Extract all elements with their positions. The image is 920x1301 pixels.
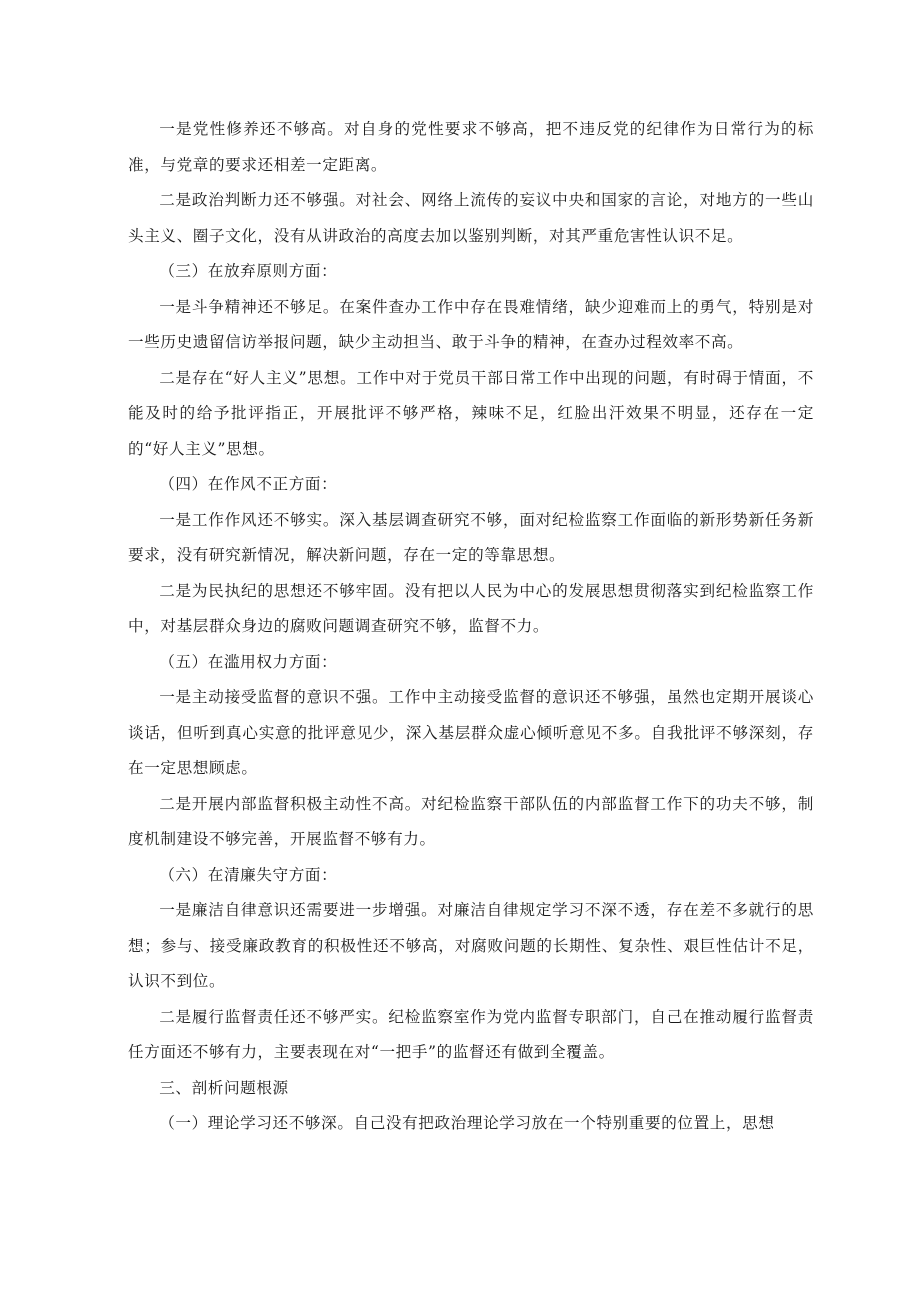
paragraph-work-style: 一是工作作风还不够实。深入基层调查研究不够，面对纪检监察工作面临的新形势新任务新要求，没有研究新情况，解决新问题，存在一定的等靠思想。 [128,510,814,564]
section-heading-root-causes: 三、剖析问题根源 [159,1078,289,1097]
paragraph-theory-study: （一）理论学习还不够深。自己没有把政治理论学习放在一个特别重要的位置上，思想 [159,1114,775,1132]
section-heading-integrity: （六）在清廉失守方面： [159,865,338,884]
paragraph-serve-people: 二是为民执纪的思想还不够牢固。没有把以人民为中心的发展思想贯彻落实到纪检监察工作中，对基层群众身边的腐败问题调查研究不够，监督不力。 [128,581,814,635]
paragraph-party-cultivation: 一是党性修养还不够高。对自身的党性要求不够高，把不违反党的纪律作为日常行为的标准，与党章的要求还相差一定距离。 [128,120,814,174]
paragraph-good-guy-mindset: 二是存在“好人主义”思想。工作中对于党员干部日常工作中出现的问题，有时碍于情面，不能及时的给予批评指正，开展批评不够严格，辣味不足，红脸出汗效果不明显，还存在一定的“好人主义”思想。 [128,368,814,458]
document-body [128,112,814,1142]
paragraph-fighting-spirit: 一是斗争精神还不够足。在案件查办工作中存在畏难情绪，缺少迎难而上的勇气，特别是对一些历史遗留信访举报问题，缺少主动担当、敢于斗争的精神，在查办过程效率不高。 [128,297,814,351]
paragraph-internal-supervision: 二是开展内部监督积极主动性不高。对纪检监察干部队伍的内部监督工作下的功夫不够，制度机制建设不够完善，开展监督不够有力。 [128,794,814,848]
section-heading-work-style: （四）在作风不正方面： [159,475,338,493]
paragraph-self-discipline: 一是廉洁自律意识还需要进一步增强。对廉洁自律规定学习不深不透，存在差不多就行的思想；参与、接受廉政教育的积极性还不够高，对腐败问题的长期性、复杂性、艰巨性估计不足，认识不到位。 [128,901,814,990]
section-heading-power-abuse: （五）在滥用权力方面： [159,652,338,671]
paragraph-supervision-duty: 二是履行监督责任还不够严实。纪检监察室作为党内监督专职部门，自己在推动履行监督责任方面还不够有力，主要表现在对“一把手”的监督还有做到全覆盖。 [128,1007,814,1061]
section-heading-principles: （三）在放弃原则方面： [159,262,338,280]
paragraph-political-judgment: 二是政治判断力还不够强。对社会、网络上流传的妄议中央和国家的言论，对地方的一些山头主义、圈子文化，没有从讲政治的高度去加以鉴别判断，对其严重危害性认识不足。 [128,191,814,245]
paragraph-accept-supervision: 一是主动接受监督的意识不强。工作中主动接受监督的意识还不够强，虽然也定期开展谈心谈话，但听到真心实意的批评意见少，深入基层群众虚心倾听意见不多。自我批评不够深刻，存在一定思想顾虑。 [128,688,814,777]
